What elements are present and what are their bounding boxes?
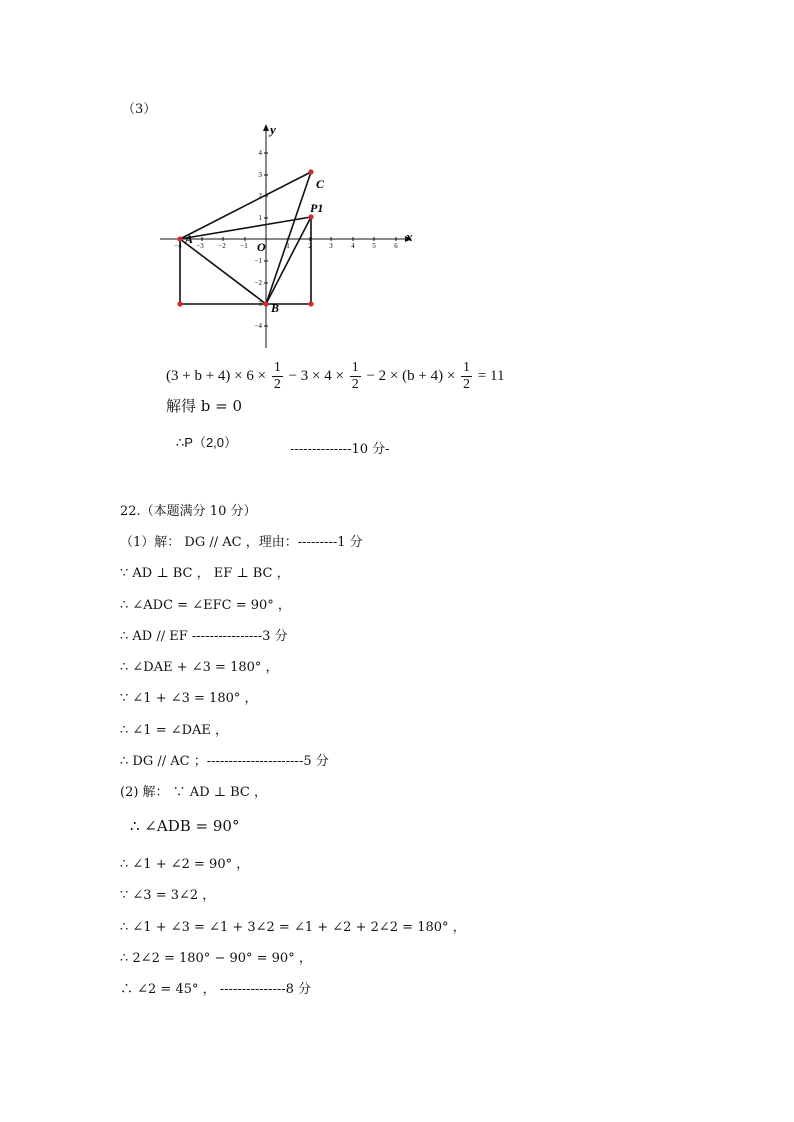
y-tick-label: −3	[254, 300, 262, 308]
fraction-half	[350, 360, 361, 393]
x-tick-label: 1	[286, 242, 290, 250]
area-equation	[166, 360, 504, 393]
frac-den: 2	[463, 377, 471, 392]
y-tick-label: −1	[254, 257, 262, 265]
fraction-half	[461, 360, 472, 393]
frac-num: 1	[463, 360, 471, 375]
eq-part: (3 + b + 4) × 6 ×	[166, 367, 267, 384]
eq-part: − 2 × (b + 4) ×	[366, 367, 456, 384]
eq-part: = 11	[477, 367, 505, 384]
point-label-a: A	[185, 232, 194, 246]
x-axis-label: x	[406, 229, 413, 244]
x-tick-label: 5	[372, 242, 376, 250]
y-tick-label: 2	[258, 192, 262, 200]
frac-den: 2	[273, 377, 281, 392]
q22-line: ∴ ∠DAE + ∠3 = 180° ，	[120, 660, 279, 675]
coordinate-graph	[150, 118, 430, 356]
x-tick-label: −3	[196, 242, 204, 250]
q22-line: （1）解： DG // AC ，理由：---------1 分	[120, 535, 363, 550]
x-tick-label: −4	[174, 242, 182, 250]
y-axis-arrow	[263, 124, 269, 131]
q22-line: ∴ ∠1 = ∠DAE ，	[120, 723, 229, 738]
origin-label: O	[257, 240, 266, 254]
fraction-half	[272, 360, 283, 393]
frac-num: 1	[351, 360, 359, 375]
y-axis-label: y	[270, 122, 276, 137]
therefore-p-line: ∴P（2,0）	[176, 435, 238, 450]
q22-line: ∴ DG // AC ；----------------------5 分	[120, 754, 329, 769]
point-b	[263, 301, 268, 306]
x-tick-label: 2	[308, 242, 312, 250]
q22-line: (2) 解： ∵ AD ⊥ BC ，	[120, 785, 267, 800]
point-c	[308, 169, 313, 174]
point-label-p1: P1	[310, 201, 324, 215]
point-a	[177, 236, 182, 241]
q22-title: 22.（本题满分 10 分）	[120, 504, 257, 519]
frac-den: 2	[351, 377, 359, 392]
eq-part: − 3 × 4 ×	[288, 367, 344, 384]
x-tick-label: 3	[329, 242, 333, 250]
x-tick-label: 6	[394, 242, 398, 250]
y-tick-label: 4	[258, 149, 262, 157]
point-label-c: C	[316, 177, 325, 191]
q22-line: ∴ ∠1 + ∠3 = ∠1 + 3∠2 = ∠1 + ∠2 + 2∠2 = 180° ，	[120, 920, 466, 935]
q22-line: ∴ 2∠2 = 180° − 90° = 90° ，	[120, 951, 312, 966]
point-corner-right	[308, 301, 313, 306]
y-tick-label: 1	[258, 214, 262, 222]
segment-bp1	[266, 217, 311, 304]
q22-line: ∵ ∠1 + ∠3 = 180° ，	[120, 691, 258, 706]
x-tick-label: −1	[240, 242, 248, 250]
point-corner-left	[177, 301, 182, 306]
y-tick-label: 3	[258, 171, 262, 179]
q22-line: ∴ AD // EF ----------------3 分	[120, 629, 288, 644]
point-p1	[308, 214, 313, 219]
q22-line: ∵ AD ⊥ BC ， EF ⊥ BC ，	[120, 566, 290, 581]
solve-b-line: 解得 b = 0	[166, 397, 243, 415]
q22-line: ∴ ∠1 + ∠2 = 90° ，	[120, 857, 250, 872]
q22-line: ∴ ∠ADB = 90°	[130, 817, 240, 835]
y-tick-label: −2	[254, 279, 262, 287]
x-tick-label: 4	[351, 242, 355, 250]
score-marker: --------------10 分-	[290, 442, 390, 457]
q22-line: ∴ ∠ADC = ∠EFC = 90° ，	[120, 598, 291, 613]
point-label-b: B	[271, 301, 280, 315]
part3-label: （3）	[122, 102, 157, 117]
frac-num: 1	[273, 360, 281, 375]
y-tick-label: −4	[254, 322, 262, 330]
q22-line: ∴ ∠2 = 45° ， ---------------8 分	[120, 982, 312, 997]
q22-line: ∵ ∠3 = 3∠2 ，	[120, 888, 216, 903]
x-tick-label: −2	[218, 242, 226, 250]
